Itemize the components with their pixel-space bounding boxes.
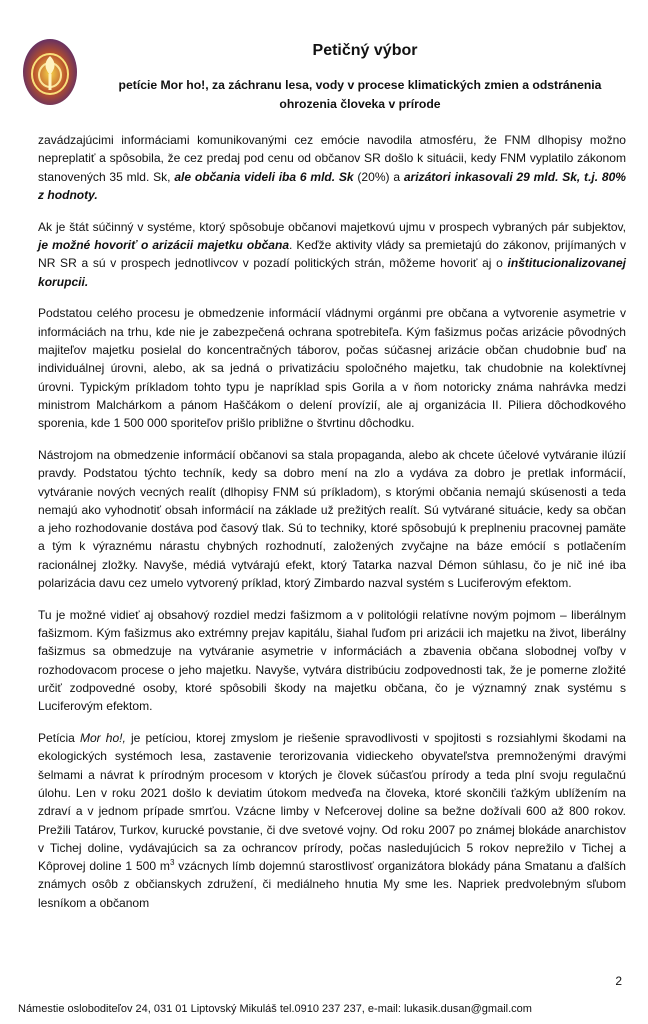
paragraph-5: Tu je možné vidieť aj obsahový rozdiel medzi fašizmom a v politológii relatívne novým pojmom – liberálnym fašizmom. Kým fašizmus ako extrémny prejav kapitálu, šiahal ľuďom pri arizácii ich majetku na život, liberálny fašizmus sa obmedzuje na vytváranie asymetrie v informáciách a zbavenia občana slobodnej voľby v rozhodovacom procese o jeho majetku. Navyše, vytvára distribúciu zodpovednosti tak, že je pomerne zložité určiť zodpovedné osoby, ktoré spôsobili škody na majetku občana, čo je významný znak systému s Luciferovým efektom. bbox=[38, 607, 626, 714]
petition-logo bbox=[22, 38, 78, 106]
subtitle-line-2: ohrozenia človeka v prírode bbox=[279, 97, 441, 111]
footer-contact: Námestie osloboditeľov 24, 031 01 Liptovský Mikuláš tel.0910 237 237, e-mail: lukasik.dusan@gmail.com bbox=[18, 1003, 532, 1015]
paragraph-1: zavádzajúcimi informáciami komunikovanými cez emócie navodila atmosféru, že FNM dlhopisy možno nepreplatiť a spôsobila, že cez predaj pod cenu od občanov SR došlo k situácii, kedy FNM vyplatilo zákonom stanovených 35 mld. Sk, ale občania videli iba 6 mld. Sk (20%) a arizátori inkasovali 29 mld. Sk, t.j. 80% z hodnoty. bbox=[38, 133, 626, 202]
paragraph-2: Ak je štát súčinný v systéme, ktorý spôsobuje občanovi majetkovú ujmu v prospech vybraných pár subjektov, je možné hovoriť o arizácii majetku občana. Keďže aktivity vlády sa premietajú do zákonov, prijímaných v NR SR a sú v prospech jednotlivcov v pozadí politických strán, môžeme hovoriť aj o inštitucionalizovanej korupcii. bbox=[38, 219, 626, 289]
committee-title: Petičný výbor bbox=[312, 42, 418, 59]
paragraph-6: Petícia Mor ho!, je petíciou, ktorej zmyslom je riešenie spravodlivosti v spojitosti s rozsiahlymi škodami na ekologických systémoch lesa, zastavenie terorizovania vidieckeho obyvateľstva premnoženými dravými šelmami a návrat k prírodným procesom v ktorých je človek súčasťou prírody a teda plní svoju regulačnú úlohu. Len v roku 2021 došlo k deviatim útokom medveďa na človeka, ktoré skončili ťažkým ublížením na zdraví a v jednom prípade smrťou. Vzácne limby v Nefcerovej doline sa bežne dožívali 600 až 800 rokov. Prežili Tatárov, Turkov, kurucké povstanie, či dve svetové vojny. Od roku 2007 po známej blokáde anarchistov v Tichej doline, vydávajúcich sa za ochrancov prírody, počas nasledujúcich 5 rokov neprežilo v Tichej a Kôprovej doline 1 500 $m^3$ vzácnych límb dojemnú starostlivosť organizátora blokády pána Smatanu a ďalších známych osôb z občianskych združení, či mediálneho hnutia My sme les. Napriek predvolebným sľubom lesníkom a občanom bbox=[38, 731, 626, 910]
paragraph-4: Nástrojom na obmedzenie informácií občanovi sa stala propaganda, alebo ak chcete účelové vytváranie ilúzií pravdy. Podstatou týchto techník, kedy sa dobro mení na zlo a vydáva za dobro je pretlak informácií, vytváranie nových vecných realít (dlhopisy FNM sú príkladom), s ktorými občania nemajú skúsenosti a teda nemajú ako vyhodnotiť obsah informácií na základe už prežitých realít. Sú vytvárané situácie, kedy sa občan a jeho rozhodovanie dostáva pod časový tlak. Sú to techniky, ktoré spôsobujú k preplneniu pracovnej pamäte a tým k výraznému nárastu chybných rozhodnutí, založených zvyčajne na báze emócií s potlačením racionálnej zložky. Navyše, médiá vytvárajú efekt, ktorý Tatarka nazval Démon súhlasu, čo je nič iné iba polarizácia davu cez umelo vytvorený príklad, ktorý Zimbardo nazval systém s Luciferovým efektom. bbox=[38, 447, 626, 591]
paragraph-3: Podstatou celého procesu je obmedzenie informácií vládnymi orgánmi pre občana a vytvorenie asymetrie v informáciách na trhu, kde nie je zabezpečená ochrana spotrebiteľa. Kým fašizmus počas arizácie pôvodných majiteľov majetku posielal do koncentračných táborov, počas súčasnej arizácie občan chudobnie buď na individuálnej úrovni, alebo, ak sa jedná o privatizáciu spoločného majetku, tak chudobnie na kolektívnej úrovni. Typickým príkladom tohto typu je napríklad spis Gorila a v ňom notoricky známa nahrávka medzi ministrom Malchárkom a pánom Haščákom o delení provízií, ale aj organizácia II. Piliera dôchodkového sporenia, kde 1 500 000 sporiteľov prišlo približne o štvrtinu dôchodku. bbox=[38, 306, 626, 431]
document-body bbox=[38, 131, 626, 926]
page-number: 2 bbox=[615, 974, 622, 988]
subtitle-line-1: petície Mor ho!, za záchranu lesa, vody v procese klimatických zmien a odstránenia bbox=[118, 78, 602, 92]
petition-subtitle bbox=[96, 76, 624, 114]
